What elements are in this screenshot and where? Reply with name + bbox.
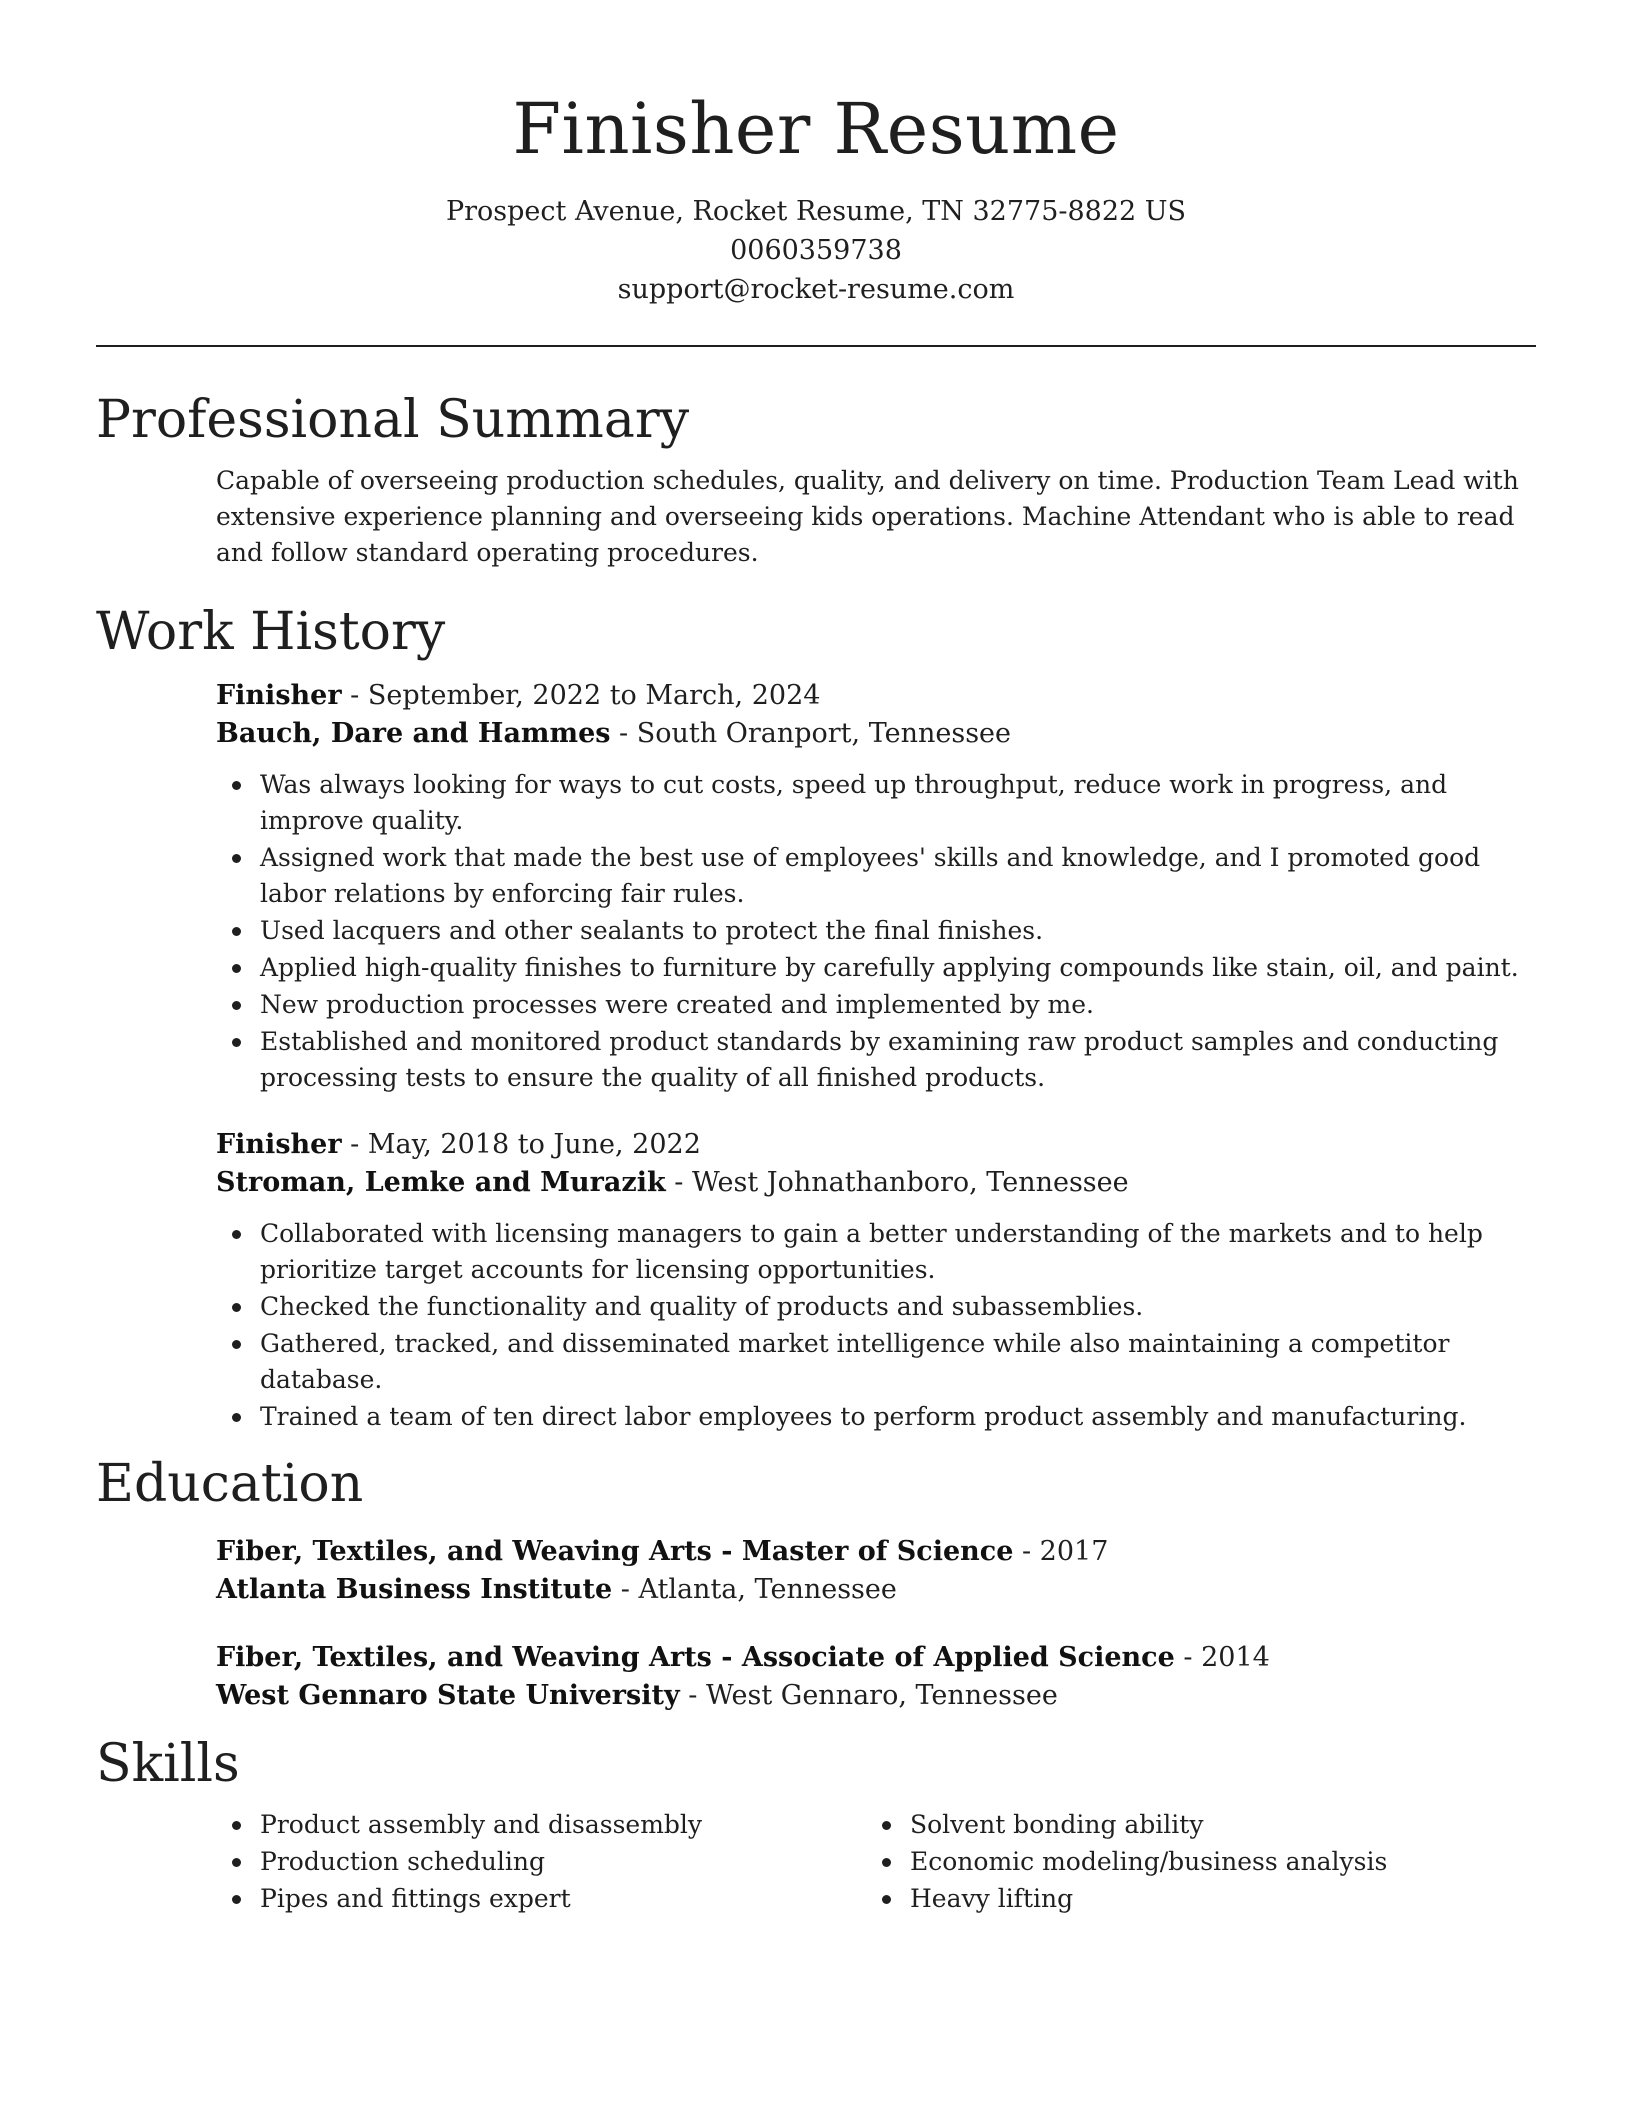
list-item: Was always looking for ways to cut costs, speed up throughput, reduce work in progress, and improve quality. — [260, 767, 1536, 839]
contact-block — [96, 192, 1536, 309]
summary-text: Capable of overseeing production schedules, quality, and delivery on time. Production Team Lead with extensive experience planning and overseeing kids operations. Machine Attendant who is able to read and follow standard operating procedures. — [216, 466, 1519, 567]
bullet-icon — [232, 964, 241, 973]
skills-column-left — [216, 1807, 866, 1918]
job-duties-list — [216, 767, 1536, 1096]
list-item: Solvent bonding ability — [910, 1807, 1516, 1843]
work-history-heading: Work History — [96, 602, 446, 662]
job-dates: - September, 2022 to March, 2024 — [341, 680, 821, 711]
education-year: - 2017 — [1013, 1536, 1109, 1567]
list-item: New production processes were created and implemented by me. — [260, 987, 1536, 1023]
education-entry — [216, 1639, 1536, 1715]
summary-section — [96, 387, 1536, 571]
bullet-icon — [882, 1821, 891, 1830]
job-role: Finisher — [216, 1129, 342, 1160]
skills-section — [96, 1731, 1536, 1918]
header-divider — [96, 345, 1536, 347]
job-location: - West Johnathanboro, Tennessee — [665, 1167, 1129, 1198]
skills-list — [866, 1807, 1516, 1917]
education-location: - West Gennaro, Tennessee — [679, 1680, 1058, 1711]
job-dates: - May, 2018 to June, 2022 — [341, 1129, 701, 1160]
job-title-line — [216, 1126, 1536, 1164]
list-item: Heavy lifting — [910, 1881, 1516, 1917]
job-location: - South Oranport, Tennessee — [610, 718, 1012, 749]
bullet-icon — [232, 1038, 241, 1047]
list-item: Trained a team of ten direct labor employees to perform product assembly and manufacturing. — [260, 1399, 1536, 1435]
skills-grid — [216, 1807, 1536, 1918]
list-item: Applied high-quality finishes to furniture by carefully applying compounds like stain, oil, and paint. — [260, 950, 1536, 986]
bullet-icon — [882, 1895, 891, 1904]
list-item: Production scheduling — [260, 1844, 866, 1880]
job-company: Bauch, Dare and Hammes — [216, 718, 611, 749]
education-heading: Education — [96, 1454, 364, 1514]
education-school: Atlanta Business Institute — [216, 1574, 613, 1605]
job-title-line — [216, 677, 1536, 715]
education-degree-line — [216, 1639, 1536, 1677]
education-location: - Atlanta, Tennessee — [612, 1574, 897, 1605]
bullet-icon — [232, 781, 241, 790]
education-field: Fiber, Textiles, and Weaving Arts — [216, 1536, 712, 1567]
skills-column-right — [866, 1807, 1516, 1918]
bullet-icon — [232, 1858, 241, 1867]
list-item: Product assembly and disassembly — [260, 1807, 866, 1843]
list-item: Economic modeling/business analysis — [910, 1844, 1516, 1880]
bullet-icon — [232, 854, 241, 863]
education-field: Fiber, Textiles, and Weaving Arts — [216, 1642, 712, 1673]
bullet-icon — [882, 1858, 891, 1867]
bullet-icon — [232, 1303, 241, 1312]
work-history-section — [96, 599, 1536, 1435]
contact-email: support@rocket-resume.com — [617, 274, 1015, 305]
education-school-line — [216, 1571, 1536, 1609]
bullet-icon — [232, 1821, 241, 1830]
job-entry — [216, 1126, 1536, 1435]
education-degree: - Master of Science — [711, 1536, 1014, 1567]
job-company: Stroman, Lemke and Murazik — [216, 1167, 666, 1198]
list-item: Used lacquers and other sealants to protect the final finishes. — [260, 913, 1536, 949]
list-item: Checked the functionality and quality of products and subassemblies. — [260, 1289, 1536, 1325]
education-school: West Gennaro State University — [216, 1680, 680, 1711]
bullet-icon — [232, 1001, 241, 1010]
education-degree-line — [216, 1533, 1536, 1571]
skills-heading: Skills — [96, 1734, 240, 1794]
education-year: - 2014 — [1174, 1642, 1270, 1673]
list-item: Gathered, tracked, and disseminated market intelligence while also maintaining a competitor database. — [260, 1326, 1536, 1398]
bullet-icon — [232, 1413, 241, 1422]
summary-heading: Professional Summary — [96, 390, 690, 450]
job-entry — [216, 677, 1536, 1096]
job-company-line — [216, 1164, 1536, 1202]
education-section — [96, 1451, 1536, 1715]
list-item: Pipes and fittings expert — [260, 1881, 866, 1917]
list-item: Assigned work that made the best use of employees' skills and knowledge, and I promoted good labor relations by enforcing fair rules. — [260, 840, 1536, 912]
job-role: Finisher — [216, 680, 342, 711]
contact-phone: 0060359738 — [730, 235, 902, 266]
contact-address: Prospect Avenue, Rocket Resume, TN 32775-8822 US — [445, 196, 1187, 227]
education-entry — [216, 1533, 1536, 1609]
job-company-line — [216, 715, 1536, 753]
education-school-line — [216, 1677, 1536, 1715]
list-item: Established and monitored product standards by examining raw product samples and conducting processing tests to ensure the quality of all finished products. — [260, 1024, 1536, 1096]
resume-header — [96, 0, 1536, 309]
bullet-icon — [232, 1230, 241, 1239]
bullet-icon — [232, 1895, 241, 1904]
skills-list — [216, 1807, 866, 1917]
bullet-icon — [232, 927, 241, 936]
bullet-icon — [232, 1340, 241, 1349]
resume-title: Finisher Resume — [512, 88, 1120, 170]
education-degree: - Associate of Applied Science — [711, 1642, 1175, 1673]
job-duties-list — [216, 1216, 1536, 1435]
list-item: Collaborated with licensing managers to gain a better understanding of the markets and to help prioritize target accounts for licensing opportunities. — [260, 1216, 1536, 1288]
